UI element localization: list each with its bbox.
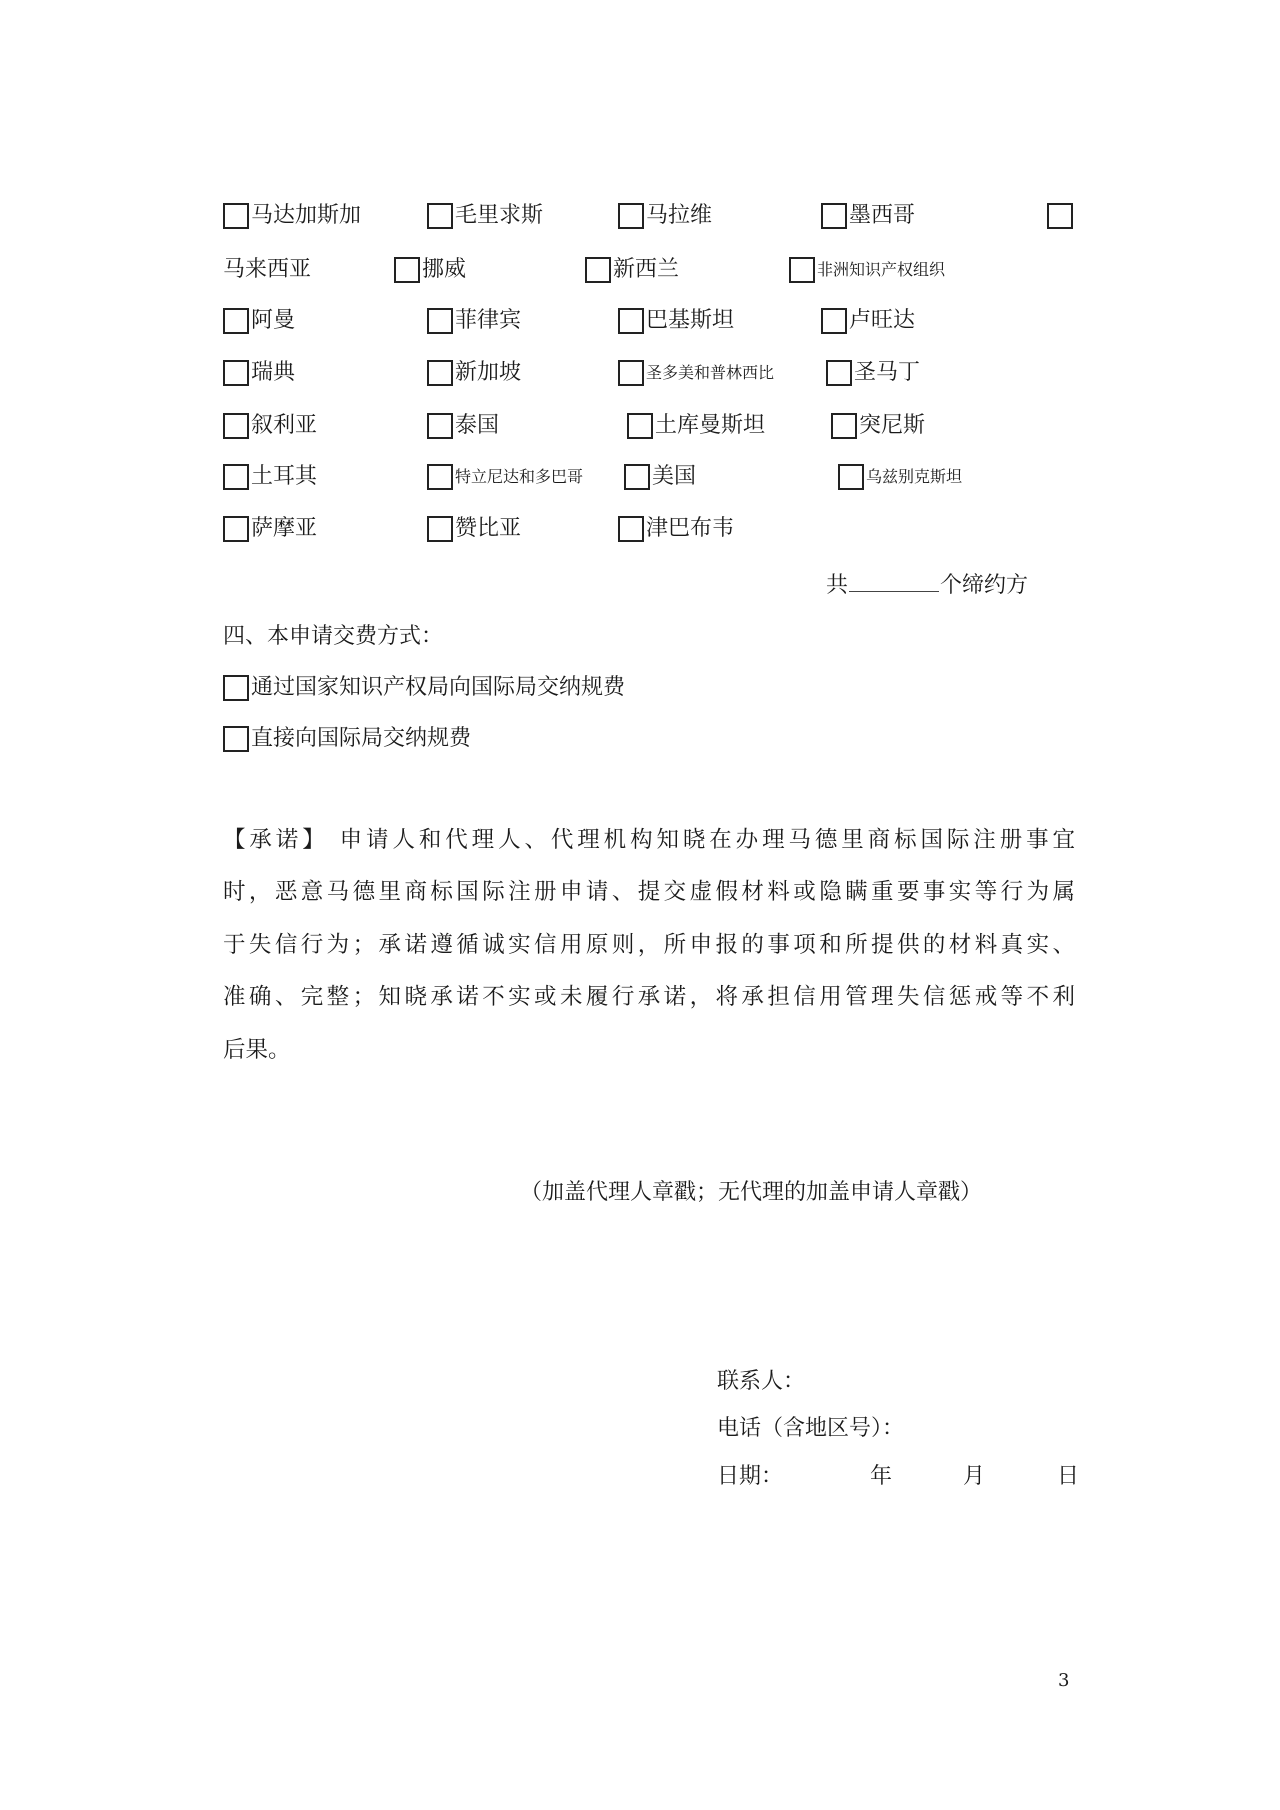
checkbox[interactable] [789,257,815,283]
checkbox[interactable] [831,413,857,439]
checkbox[interactable] [821,308,847,334]
total-contracting-parties [826,569,1028,601]
total-suffix: 个缔约方 [940,573,1029,598]
country-label: 萨摩亚 [251,516,318,541]
country-option[interactable] [627,411,765,441]
contact-person-label: 联系人： [717,1369,806,1394]
checkbox[interactable] [223,516,249,542]
pledge-line: 后果。 [223,1036,291,1063]
payment-option-via-cnipa[interactable] [223,673,625,703]
country-option [223,255,311,285]
country-label: 突尼斯 [859,413,926,438]
checkbox[interactable] [427,464,453,490]
checkbox[interactable] [223,675,249,701]
country-label: 卢旺达 [849,308,916,333]
country-label: 美国 [652,464,697,489]
country-option[interactable] [624,462,696,492]
checkbox[interactable] [394,257,420,283]
checkbox[interactable] [618,360,644,386]
date-label: 日期： [717,1464,784,1489]
country-label: 挪威 [422,257,467,282]
country-option[interactable] [618,201,712,231]
date-day-label: 日 [1057,1464,1080,1489]
checkbox[interactable] [427,516,453,542]
checkbox[interactable] [427,308,453,334]
country-option[interactable] [826,358,920,388]
checkbox[interactable] [838,464,864,490]
country-option[interactable] [838,462,962,492]
country-option[interactable] [394,255,466,285]
country-label: 土库曼斯坦 [655,413,766,438]
country-option[interactable] [821,201,915,231]
country-label: 特立尼达和多巴哥 [455,467,584,486]
payment-option-label: 直接向国际局交纳规费 [251,726,472,751]
country-option[interactable] [223,411,317,441]
country-label: 乌兹别克斯坦 [866,467,963,486]
checkbox[interactable] [223,203,249,229]
date-month-label: 月 [963,1464,986,1489]
country-option[interactable] [427,201,543,231]
pledge-line: 时，恶意马德里商标国际注册申请、提交虚假材料或隐瞒重要事实等行为属 [223,879,1075,906]
checkbox[interactable] [427,360,453,386]
checkbox[interactable] [821,203,847,229]
country-label: 非洲知识产权组织 [817,260,946,279]
checkbox[interactable] [1047,203,1073,229]
country-label: 马拉维 [646,203,713,228]
checkbox[interactable] [618,203,644,229]
checkbox[interactable] [585,257,611,283]
pledge-line: 【承诺】 申请人和代理人、代理机构知晓在办理马德里商标国际注册事宜 [223,827,1075,853]
country-option[interactable] [427,358,521,388]
country-label: 菲律宾 [455,308,522,333]
country-option[interactable] [427,514,521,544]
country-label: 赞比亚 [455,516,522,541]
country-option[interactable] [427,411,499,441]
country-label: 阿曼 [251,308,296,333]
phone-label: 电话（含地区号）： [717,1416,905,1441]
country-option[interactable] [618,358,774,388]
country-label: 马来西亚 [223,257,312,282]
page-number: 3 [1058,1670,1070,1691]
checkbox[interactable] [427,413,453,439]
payment-option-direct[interactable] [223,724,471,754]
country-option[interactable] [223,514,317,544]
country-option[interactable] [223,358,295,388]
country-label: 马达加斯加 [251,203,362,228]
country-option[interactable] [831,411,925,441]
country-label: 圣马丁 [854,360,921,385]
country-option[interactable] [223,201,361,231]
checkbox[interactable] [223,464,249,490]
country-option[interactable] [821,306,915,336]
payment-heading: 四、本申请交费方式： [223,624,444,649]
country-option[interactable] [789,255,945,285]
country-option[interactable] [427,462,583,492]
checkbox[interactable] [223,360,249,386]
country-label: 巴基斯坦 [646,308,735,333]
country-label: 墨西哥 [849,203,916,228]
country-label: 泰国 [455,413,500,438]
country-option[interactable] [427,306,521,336]
country-label: 叙利亚 [251,413,318,438]
country-option[interactable] [618,306,734,336]
checkbox[interactable] [223,413,249,439]
checkbox[interactable] [223,726,249,752]
country-option[interactable] [223,462,317,492]
checkbox[interactable] [618,516,644,542]
country-label: 新加坡 [455,360,522,385]
checkbox[interactable] [223,308,249,334]
pledge-line: 于失信行为；承诺遵循诚实信用原则，所申报的事项和所提供的材料真实、 [223,931,1075,958]
date-year-label: 年 [870,1464,893,1489]
country-label: 瑞典 [251,360,296,385]
checkbox[interactable] [624,464,650,490]
total-count-field[interactable] [849,569,939,592]
country-label: 津巴布韦 [646,516,735,541]
pledge-line: 准确、完整；知晓承诺不实或未履行承诺，将承担信用管理失信惩戒等不利 [223,984,1075,1011]
stamp-note: （加盖代理人章戳；无代理的加盖申请人章戳） [520,1180,983,1205]
total-prefix: 共 [826,573,849,598]
payment-option-label: 通过国家知识产权局向国际局交纳规费 [251,675,626,700]
checkbox[interactable] [618,308,644,334]
checkbox[interactable] [627,413,653,439]
country-label: 圣多美和普林西比 [646,363,775,382]
country-option[interactable] [585,255,679,285]
country-option[interactable] [618,514,734,544]
country-label: 土耳其 [251,464,318,489]
country-option[interactable] [1047,201,1073,231]
pledge-paragraph [223,814,1075,1076]
country-label: 毛里求斯 [455,203,544,228]
country-option[interactable] [223,306,295,336]
checkbox[interactable] [826,360,852,386]
checkbox[interactable] [427,203,453,229]
country-label: 新西兰 [613,257,680,282]
